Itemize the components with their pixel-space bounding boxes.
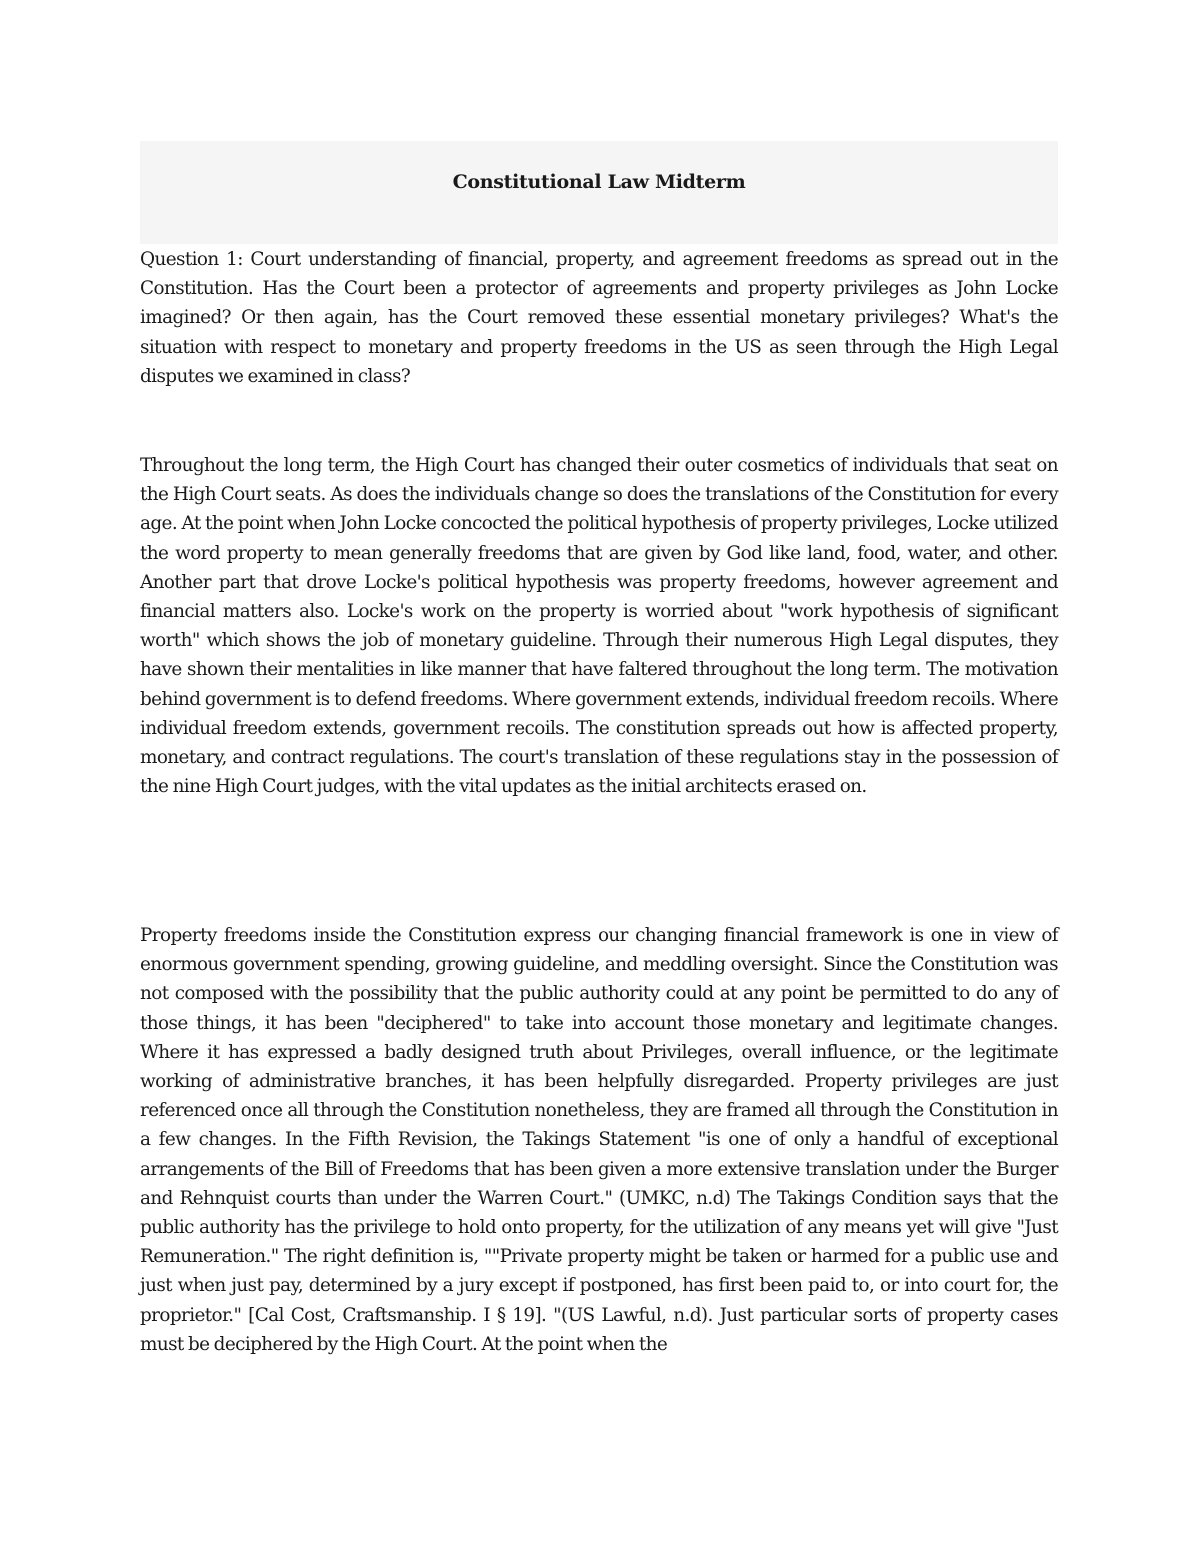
body-paragraph-2: Property freedoms inside the Constitution express our changing financial framework is one in view of enormous government spending, growing guideline, and meddling oversight. Since the Constitution was not composed with the possibility that the public authority could at any point be permitted to do any of those things, it has been "deciphered" to take into account those monetary and legitimate changes. Where it has expressed a badly designed truth about Privileges, overall influence, or the legitimate working of administrative branches, it has been helpfully disregarded. Property privileges are just referenced once all through the Constitution nonetheless, they are framed all through the Constitution in a few changes. In the Fifth Revision, the Takings Statement "is one of only a handful of exceptional arrangements of the Bill of Freedoms that has been given a more extensive translation under the Burger and Rehnquist courts than under the Warren Court." (UMKC, n.d) The Takings Condition says that the public authority has the privilege to hold onto property, for the utilization of any means yet will give "Just Remuneration." The right definition is, ""Private property might be taken or harmed for a public use and just when just pay, determined by a jury except if postponed, has first been paid to, or into court for, the proprietor." [Cal Cost, Craftsmanship. I § 19]. "(US Lawful, n.d). Just particular sorts of property cases must be deciphered by the High Court. At the point when the [140,925,1058,1355]
document-title: Constitutional Law Midterm [452,171,746,193]
body-paragraph-1: Throughout the long term, the High Court has changed their outer cosmetics of individuals that seat on the High Court seats. As does the individuals change so does the translations of the Constitution for every age. At the point when John Locke concocted the political hypothesis of property privileges, Locke utilized the word property to mean generally freedoms that are given by God like land, food, water, and other. Another part that drove Locke's political hypothesis was property freedoms, however agreement and financial matters also. Locke's work on the property is worried about "work hypothesis of significant worth" which shows the job of monetary guideline. Through their numerous High Legal disputes, they have shown their mentalities in like manner that have faltered throughout the long term. The motivation behind government is to defend freedoms. Where government extends, individual freedom recoils. Where individual freedom extends, government recoils. The constitution spreads out how is affected property, monetary, and contract regulations. The court's translation of these regulations stay in the possession of the nine High Court judges, with the vital updates as the initial architects erased on. [140,455,1058,798]
question-paragraph: Question 1: Court understanding of financial, property, and agreement freedoms as spread out in the Constitution. Has the Court been a protector of agreements and property privileges as John Locke imagined? Or then again, has the Court removed these essential monetary privileges? What's the situation with respect to monetary and property freedoms in the US as seen through the High Legal disputes we examined in class? [140,249,1058,387]
